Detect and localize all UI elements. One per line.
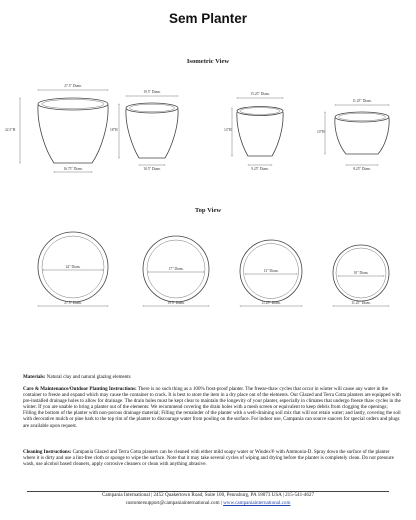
materials-label: Materials: — [23, 374, 46, 380]
top-planter-2 — [143, 236, 209, 306]
top-planter-4 — [333, 245, 389, 306]
isometric-base-diam-3: 9.25" Diam. — [251, 167, 269, 171]
footer-email[interactable]: customersupport@campaniainternational.com — [125, 499, 220, 506]
top-outer-diam-1: 27.5" Diam. — [64, 301, 82, 305]
top-view-heading: Top View — [194, 207, 222, 214]
materials-text: Natural clay and natural glazing elements — [45, 374, 131, 380]
top-outer-diam-3: 15.25" Diam. — [261, 301, 281, 305]
cleaning-section — [23, 449, 401, 467]
footer-website-link[interactable]: www.campaniainternational.com — [223, 499, 291, 506]
isometric-height-2: 18"H — [110, 128, 118, 132]
top-outer-diam-2: 19.5" Diam. — [167, 301, 185, 305]
cleaning-label: Cleaning Instructions: — [23, 449, 72, 455]
isometric-top-diam-2: 19.5" Diam. — [143, 90, 161, 94]
footer-contact — [0, 500, 416, 508]
isometric-top-diam-1: 27.5" Diam. — [64, 84, 82, 88]
top-inner-diam-1: 24" Diam. — [65, 265, 81, 269]
page-title: Sem Planter — [168, 11, 248, 26]
care-label: Care & Maintenance/Outdoor Planting Instructions: — [23, 386, 137, 392]
isometric-top-diam-4: 11.25" Diam. — [352, 99, 372, 103]
isometric-height-3: 14"H — [224, 128, 232, 132]
footer-address: Campania International | 2452 Quakertown Road, Suite 100, Pennsburg, PA 18073 USA | 215-541-4627 — [102, 492, 314, 498]
top-inner-diam-3: 13" Diam. — [263, 269, 279, 273]
footer — [0, 492, 416, 507]
top-inner-diam-2: 17" Diam. — [168, 267, 184, 271]
isometric-planter-1 — [20, 90, 108, 172]
top-planter-3 — [240, 240, 302, 306]
isometric-planter-2 — [119, 96, 178, 165]
materials-section — [23, 374, 401, 380]
isometric-base-diam-1: 16.75" Diam. — [63, 167, 83, 171]
care-text: There is no such thing as a 100% frost-proof planter. The freeze-thaw cycles that occur in winter will cause any water in the container to freeze and expand which may cause the container to crack. It is best to store the item in a dry place out of the elements. Our Glazed and Terra Cotta planters are equipped with pre-installed drainage holes to allow for drainage. The drain holes must be kept clear to maintain the longevity of your planter, especially in climates that undergo freeze thaw cycles in the winter. If you are unable to bring a planter out of the elements: We recommend covering the drain holes with a mesh screen or equivalent to keep debris from clogging the openings; Filling the bottom of the planter with non-porous drainage material; Filling the remainder of the planter with a well-draining soil mix that will not retain water; and lastly, covering the soil with decorative mulch or pine bark to the top rim of the planter to discourage water from pooling on the surface. For indoor use, Campania can source saucers for special orders and plugs are available upon request. — [23, 386, 401, 429]
cleaning-text: Campania Glazed and Terra Cotta planters can be cleaned with either mild soapy water or Windex® with Ammonia-D. Spray down the surface of the planter where it is dirty and use a lint-free cloth or sponge to wipe the surface. Note that it may take several cycles of wiping and drying before the planter is completely clean. Do not pressure wash, use alcohol based cleaners, apply corrosive cleaners or clean with anything abrasive. — [23, 449, 394, 468]
isometric-height-1: 22.5"H — [5, 128, 16, 132]
isometric-top-diam-3: 15.25" Diam. — [250, 92, 270, 96]
isometric-base-diam-2: 10.5" Diam. — [143, 167, 161, 171]
isometric-planter-3 — [232, 98, 283, 165]
top-inner-diam-4: 10" Diam. — [353, 271, 369, 275]
top-planter-1 — [38, 232, 108, 306]
isometric-base-diam-4: 8.25" Diam. — [353, 167, 371, 171]
isometric-height-4: 10"H — [317, 130, 325, 134]
isometric-planter-4 — [325, 105, 389, 165]
care-section — [23, 386, 401, 429]
footer-separator: | — [219, 499, 224, 506]
top-outer-diam-4: 11.25" Diam. — [351, 301, 371, 305]
isometric-view-heading: Isometric View — [186, 58, 230, 65]
